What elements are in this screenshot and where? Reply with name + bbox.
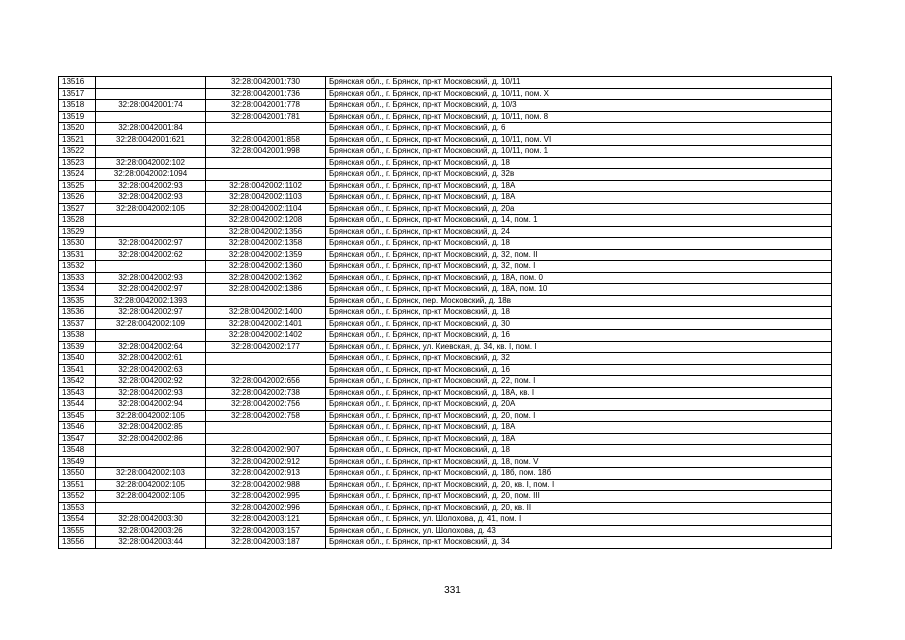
address-cell: Брянская обл., г. Брянск, пр-кт Московский, д. 20, пом. III (326, 491, 832, 503)
object-number-cell: 32:28:0042002:1104 (206, 203, 326, 215)
address-cell: Брянская обл., г. Брянск, пр-кт Московский, д. 18А, пом. 10 (326, 284, 832, 296)
table-row (59, 238, 832, 250)
address-cell: Брянская обл., г. Брянск, пр-кт Московский, д. 18А (326, 180, 832, 192)
table-row (59, 318, 832, 330)
object-number-cell: 32:28:0042002:996 (206, 502, 326, 514)
land-plot-number-cell (96, 261, 206, 273)
object-number-cell: 32:28:0042002:1102 (206, 180, 326, 192)
object-number-cell (206, 433, 326, 445)
land-plot-number-cell (96, 146, 206, 158)
table-row (59, 295, 832, 307)
table-row (59, 261, 832, 273)
address-cell: Брянская обл., г. Брянск, ул. Киевская, д. 34, кв. I, пом. I (326, 341, 832, 353)
land-plot-number-cell: 32:28:0042002:1094 (96, 169, 206, 181)
row-number-cell: 13548 (59, 445, 96, 457)
land-plot-number-cell (96, 88, 206, 100)
address-cell: Брянская обл., г. Брянск, пр-кт Московский, д. 20А (326, 399, 832, 411)
row-number-cell: 13544 (59, 399, 96, 411)
table-row (59, 456, 832, 468)
row-number-cell: 13554 (59, 514, 96, 526)
land-plot-number-cell (96, 456, 206, 468)
row-number-cell: 13529 (59, 226, 96, 238)
address-cell: Брянская обл., г. Брянск, пр-кт Московский, д. 34 (326, 537, 832, 549)
land-plot-number-cell: 32:28:0042002:94 (96, 399, 206, 411)
object-number-cell: 32:28:0042002:1360 (206, 261, 326, 273)
land-plot-number-cell: 32:28:0042002:64 (96, 341, 206, 353)
object-number-cell: 32:28:0042002:912 (206, 456, 326, 468)
land-plot-number-cell (96, 330, 206, 342)
row-number-cell: 13517 (59, 88, 96, 100)
row-number-cell: 13522 (59, 146, 96, 158)
land-plot-number-cell: 32:28:0042002:61 (96, 353, 206, 365)
table-row (59, 514, 832, 526)
object-number-cell: 32:28:0042002:738 (206, 387, 326, 399)
object-number-cell: 32:28:0042002:913 (206, 468, 326, 480)
object-number-cell: 32:28:0042002:1356 (206, 226, 326, 238)
land-plot-number-cell: 32:28:0042002:105 (96, 410, 206, 422)
table-row (59, 376, 832, 388)
object-number-cell: 32:28:0042002:1402 (206, 330, 326, 342)
table-row (59, 537, 832, 549)
object-number-cell (206, 295, 326, 307)
address-cell: Брянская обл., г. Брянск, пр-кт Московский, д. 18 (326, 157, 832, 169)
object-number-cell: 32:28:0042001:778 (206, 100, 326, 112)
land-plot-number-cell: 32:28:0042002:62 (96, 249, 206, 261)
row-number-cell: 13542 (59, 376, 96, 388)
land-plot-number-cell: 32:28:0042002:97 (96, 238, 206, 250)
address-cell: Брянская обл., г. Брянск, пр-кт Московский, д. 32, пом. I (326, 261, 832, 273)
table-row (59, 502, 832, 514)
table-row (59, 491, 832, 503)
object-number-cell: 32:28:0042002:1386 (206, 284, 326, 296)
land-plot-number-cell: 32:28:0042002:109 (96, 318, 206, 330)
address-cell: Брянская обл., г. Брянск, пр-кт Московский, д. 22, пом. I (326, 376, 832, 388)
table-row (59, 249, 832, 261)
land-plot-number-cell: 32:28:0042001:84 (96, 123, 206, 135)
address-cell: Брянская обл., г. Брянск, пр-кт Московский, д. 10/11, пом. VI (326, 134, 832, 146)
registry-table (58, 76, 832, 549)
row-number-cell: 13516 (59, 77, 96, 89)
row-number-cell: 13523 (59, 157, 96, 169)
row-number-cell: 13538 (59, 330, 96, 342)
object-number-cell: 32:28:0042002:758 (206, 410, 326, 422)
row-number-cell: 13537 (59, 318, 96, 330)
table-row (59, 468, 832, 480)
table-row (59, 422, 832, 434)
address-cell: Брянская обл., г. Брянск, пр-кт Московский, д. 10/11, пом. 1 (326, 146, 832, 158)
table-row (59, 399, 832, 411)
land-plot-number-cell: 32:28:0042003:26 (96, 525, 206, 537)
object-number-cell: 32:28:0042002:756 (206, 399, 326, 411)
address-cell: Брянская обл., г. Брянск, пр-кт Московский, д. 18А (326, 192, 832, 204)
land-plot-number-cell: 32:28:0042002:93 (96, 272, 206, 284)
table-row (59, 146, 832, 158)
row-number-cell: 13528 (59, 215, 96, 227)
address-cell: Брянская обл., г. Брянск, пр-кт Московский, д. 18А (326, 422, 832, 434)
table-row (59, 134, 832, 146)
registry-table-body (59, 77, 832, 549)
land-plot-number-cell: 32:28:0042002:97 (96, 307, 206, 319)
page-number: 331 (444, 585, 461, 596)
address-cell: Брянская обл., г. Брянск, пр-кт Московский, д. 18 (326, 307, 832, 319)
object-number-cell: 32:28:0042002:656 (206, 376, 326, 388)
row-number-cell: 13535 (59, 295, 96, 307)
object-number-cell: 32:28:0042002:1359 (206, 249, 326, 261)
land-plot-number-cell: 32:28:0042002:93 (96, 192, 206, 204)
object-number-cell: 32:28:0042003:121 (206, 514, 326, 526)
land-plot-number-cell (96, 226, 206, 238)
address-cell: Брянская обл., г. Брянск, пр-кт Московский, д. 20, пом. I (326, 410, 832, 422)
object-number-cell: 32:28:0042002:988 (206, 479, 326, 491)
row-number-cell: 13555 (59, 525, 96, 537)
address-cell: Брянская обл., г. Брянск, пр-кт Московский, д. 24 (326, 226, 832, 238)
object-number-cell (206, 422, 326, 434)
table-row (59, 433, 832, 445)
row-number-cell: 13541 (59, 364, 96, 376)
table-row (59, 307, 832, 319)
row-number-cell: 13539 (59, 341, 96, 353)
object-number-cell (206, 123, 326, 135)
land-plot-number-cell (96, 215, 206, 227)
object-number-cell: 32:28:0042001:736 (206, 88, 326, 100)
object-number-cell: 32:28:0042002:1358 (206, 238, 326, 250)
row-number-cell: 13527 (59, 203, 96, 215)
address-cell: Брянская обл., г. Брянск, пр-кт Московский, д. 18А (326, 433, 832, 445)
land-plot-number-cell: 32:28:0042002:85 (96, 422, 206, 434)
row-number-cell: 13545 (59, 410, 96, 422)
address-cell: Брянская обл., г. Брянск, пр-кт Московский, д. 18 (326, 238, 832, 250)
address-cell: Брянская обл., г. Брянск, пр-кт Московский, д. 20, кв. I, пом. I (326, 479, 832, 491)
table-row (59, 284, 832, 296)
row-number-cell: 13518 (59, 100, 96, 112)
object-number-cell: 32:28:0042003:157 (206, 525, 326, 537)
row-number-cell: 13546 (59, 422, 96, 434)
land-plot-number-cell: 32:28:0042002:93 (96, 387, 206, 399)
object-number-cell (206, 364, 326, 376)
table-row (59, 111, 832, 123)
row-number-cell: 13536 (59, 307, 96, 319)
row-number-cell: 13531 (59, 249, 96, 261)
address-cell: Брянская обл., г. Брянск, ул. Шолохова, д. 41, пом. I (326, 514, 832, 526)
land-plot-number-cell: 32:28:0042003:44 (96, 537, 206, 549)
object-number-cell: 32:28:0042001:858 (206, 134, 326, 146)
address-cell: Брянская обл., г. Брянск, ул. Шолохова, д. 43 (326, 525, 832, 537)
table-row (59, 525, 832, 537)
address-cell: Брянская обл., г. Брянск, пр-кт Московский, д. 32в (326, 169, 832, 181)
object-number-cell: 32:28:0042002:177 (206, 341, 326, 353)
land-plot-number-cell: 32:28:0042001:74 (96, 100, 206, 112)
object-number-cell: 32:28:0042002:995 (206, 491, 326, 503)
land-plot-number-cell (96, 77, 206, 89)
row-number-cell: 13526 (59, 192, 96, 204)
row-number-cell: 13521 (59, 134, 96, 146)
object-number-cell (206, 353, 326, 365)
land-plot-number-cell: 32:28:0042001:621 (96, 134, 206, 146)
row-number-cell: 13533 (59, 272, 96, 284)
table-row (59, 353, 832, 365)
object-number-cell: 32:28:0042003:187 (206, 537, 326, 549)
address-cell: Брянская обл., г. Брянск, пр-кт Московский, д. 16 (326, 330, 832, 342)
table-row (59, 445, 832, 457)
row-number-cell: 13530 (59, 238, 96, 250)
object-number-cell (206, 157, 326, 169)
land-plot-number-cell: 32:28:0042002:63 (96, 364, 206, 376)
table-row (59, 479, 832, 491)
row-number-cell: 13556 (59, 537, 96, 549)
object-number-cell: 32:28:0042001:730 (206, 77, 326, 89)
table-row (59, 226, 832, 238)
row-number-cell: 13551 (59, 479, 96, 491)
object-number-cell: 32:28:0042002:1401 (206, 318, 326, 330)
table-row (59, 330, 832, 342)
address-cell: Брянская обл., г. Брянск, пр-кт Московский, д. 10/11 (326, 77, 832, 89)
object-number-cell: 32:28:0042002:1208 (206, 215, 326, 227)
table-row (59, 77, 832, 89)
land-plot-number-cell: 32:28:0042002:1393 (96, 295, 206, 307)
row-number-cell: 13540 (59, 353, 96, 365)
object-number-cell: 32:28:0042002:1400 (206, 307, 326, 319)
table-row (59, 123, 832, 135)
address-cell: Брянская обл., г. Брянск, пер. Московский, д. 18в (326, 295, 832, 307)
address-cell: Брянская обл., г. Брянск, пр-кт Московский, д. 16 (326, 364, 832, 376)
row-number-cell: 13550 (59, 468, 96, 480)
object-number-cell: 32:28:0042002:907 (206, 445, 326, 457)
address-cell: Брянская обл., г. Брянск, пр-кт Московский, д. 18б, пом. 18б (326, 468, 832, 480)
address-cell: Брянская обл., г. Брянск, пр-кт Московский, д. 14, пом. 1 (326, 215, 832, 227)
address-cell: Брянская обл., г. Брянск, пр-кт Московский, д. 20а (326, 203, 832, 215)
land-plot-number-cell: 32:28:0042003:30 (96, 514, 206, 526)
table-row (59, 215, 832, 227)
table-row (59, 341, 832, 353)
table-row (59, 203, 832, 215)
table-row (59, 387, 832, 399)
address-cell: Брянская обл., г. Брянск, пр-кт Московский, д. 10/3 (326, 100, 832, 112)
row-number-cell: 13549 (59, 456, 96, 468)
table-row (59, 364, 832, 376)
land-plot-number-cell: 32:28:0042002:105 (96, 479, 206, 491)
land-plot-number-cell (96, 445, 206, 457)
address-cell: Брянская обл., г. Брянск, пр-кт Московский, д. 30 (326, 318, 832, 330)
land-plot-number-cell (96, 502, 206, 514)
address-cell: Брянская обл., г. Брянск, пр-кт Московский, д. 18, пом. V (326, 456, 832, 468)
row-number-cell: 13532 (59, 261, 96, 273)
table-row (59, 169, 832, 181)
address-cell: Брянская обл., г. Брянск, пр-кт Московский, д. 10/11, пом. 8 (326, 111, 832, 123)
table-row (59, 88, 832, 100)
address-cell: Брянская обл., г. Брянск, пр-кт Московский, д. 32, пом. II (326, 249, 832, 261)
land-plot-number-cell: 32:28:0042002:93 (96, 180, 206, 192)
row-number-cell: 13524 (59, 169, 96, 181)
land-plot-number-cell: 32:28:0042002:102 (96, 157, 206, 169)
row-number-cell: 13519 (59, 111, 96, 123)
address-cell: Брянская обл., г. Брянск, пр-кт Московский, д. 6 (326, 123, 832, 135)
land-plot-number-cell: 32:28:0042002:92 (96, 376, 206, 388)
table-row (59, 410, 832, 422)
table-row (59, 180, 832, 192)
table-row (59, 157, 832, 169)
row-number-cell: 13543 (59, 387, 96, 399)
table-row (59, 192, 832, 204)
object-number-cell (206, 169, 326, 181)
land-plot-number-cell: 32:28:0042002:97 (96, 284, 206, 296)
land-plot-number-cell: 32:28:0042002:105 (96, 491, 206, 503)
object-number-cell: 32:28:0042001:781 (206, 111, 326, 123)
row-number-cell: 13534 (59, 284, 96, 296)
row-number-cell: 13553 (59, 502, 96, 514)
land-plot-number-cell (96, 111, 206, 123)
address-cell: Брянская обл., г. Брянск, пр-кт Московский, д. 18А, кв. I (326, 387, 832, 399)
land-plot-number-cell: 32:28:0042002:105 (96, 203, 206, 215)
row-number-cell: 13520 (59, 123, 96, 135)
object-number-cell: 32:28:0042002:1103 (206, 192, 326, 204)
address-cell: Брянская обл., г. Брянск, пр-кт Московский, д. 10/11, пом. X (326, 88, 832, 100)
land-plot-number-cell: 32:28:0042002:86 (96, 433, 206, 445)
object-number-cell: 32:28:0042002:1362 (206, 272, 326, 284)
address-cell: Брянская обл., г. Брянск, пр-кт Московский, д. 20, кв. II (326, 502, 832, 514)
address-cell: Брянская обл., г. Брянск, пр-кт Московский, д. 32 (326, 353, 832, 365)
land-plot-number-cell: 32:28:0042002:103 (96, 468, 206, 480)
row-number-cell: 13552 (59, 491, 96, 503)
row-number-cell: 13547 (59, 433, 96, 445)
address-cell: Брянская обл., г. Брянск, пр-кт Московский, д. 18А, пом. 0 (326, 272, 832, 284)
row-number-cell: 13525 (59, 180, 96, 192)
object-number-cell: 32:28:0042001:998 (206, 146, 326, 158)
table-row (59, 100, 832, 112)
table-row (59, 272, 832, 284)
address-cell: Брянская обл., г. Брянск, пр-кт Московский, д. 18 (326, 445, 832, 457)
